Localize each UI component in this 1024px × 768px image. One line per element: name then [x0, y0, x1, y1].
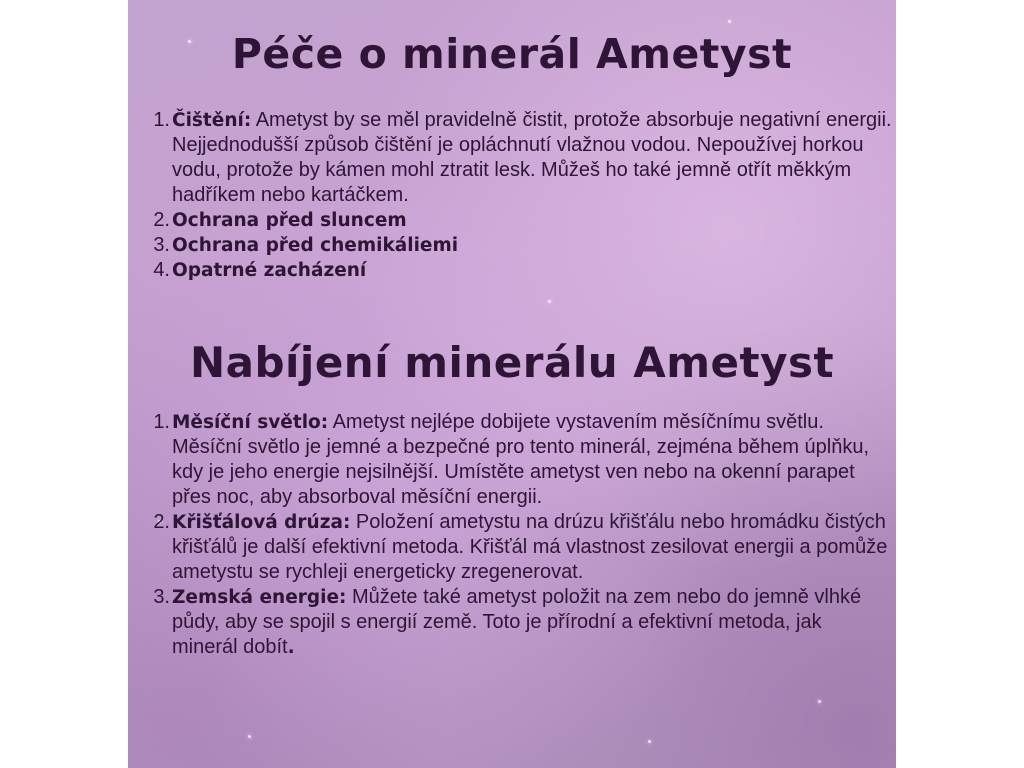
list-item [148, 510, 892, 585]
item-number: 2. [153, 209, 170, 231]
charging-list [148, 410, 892, 660]
item-term: Opatrné zacházení [172, 260, 367, 281]
charging-heading: Nabíjení minerálu Ametyst [189, 338, 835, 387]
item-term: Křišťálová drúza: [172, 512, 351, 533]
list-item [148, 108, 892, 208]
sparkle [548, 300, 551, 303]
list-item [148, 208, 892, 233]
care-list [148, 108, 892, 283]
item-text: Ametyst nejlépe dobijete vystavením měsíčnímu světlu. Měsíční světlo je jemné a bezpečné pro tento minerál, zejména během úplňku, kdy je jeho energie nejsilnější. Umístěte ametyst ven nebo na okenní parapet přes noc, aby absorboval měsíční energii. [172, 411, 870, 508]
item-term: Zemská energie: [172, 587, 347, 608]
item-number: 4. [153, 259, 170, 281]
list-item [148, 410, 892, 510]
list-item [148, 258, 892, 283]
item-text: Ametyst by se měl pravidelně čistit, protože absorbuje negativní energii. Nejjednodušší způsob čištění je opláchnutí vlažnou vodou. Nepoužívej horkou vodu, protože by kámen mohl ztratit lesk. Můžeš ho také jemně otřít měkkým hadříkem nebo kartáčkem. [172, 109, 892, 206]
item-number: 3. [153, 586, 170, 608]
item-term: Čištění: [172, 110, 252, 131]
sparkle [648, 740, 651, 743]
care-heading: Péče o minerál Ametyst [231, 30, 793, 78]
poster [128, 0, 896, 768]
item-text: Můžete také ametyst položit na zem nebo do jemně vlhké půdy, aby se spojil s energií země. Toto je přírodní a efektivní metoda, jak minerál dobít [172, 586, 862, 658]
list-item [148, 233, 892, 258]
item-number: 1. [153, 109, 170, 131]
sparkle [248, 735, 251, 738]
sparkle [728, 20, 731, 23]
item-end: . [287, 637, 295, 658]
sparkle [818, 700, 821, 703]
item-number: 3. [153, 234, 170, 256]
item-text: Položení ametystu na drúzu křišťálu nebo hromádku čistých křišťálů je další efektivní metoda. Křišťál má vlastnost zesilovat energii a pomůže ametystu se rychleji energeticky zregenerovat. [172, 511, 888, 583]
item-term: Ochrana před sluncem [172, 210, 407, 231]
item-term: Měsíční světlo: [172, 412, 329, 433]
item-number: 2. [153, 511, 170, 533]
list-item [148, 585, 892, 660]
item-number: 1. [153, 411, 170, 433]
item-term: Ochrana před chemikáliemi [172, 235, 459, 256]
